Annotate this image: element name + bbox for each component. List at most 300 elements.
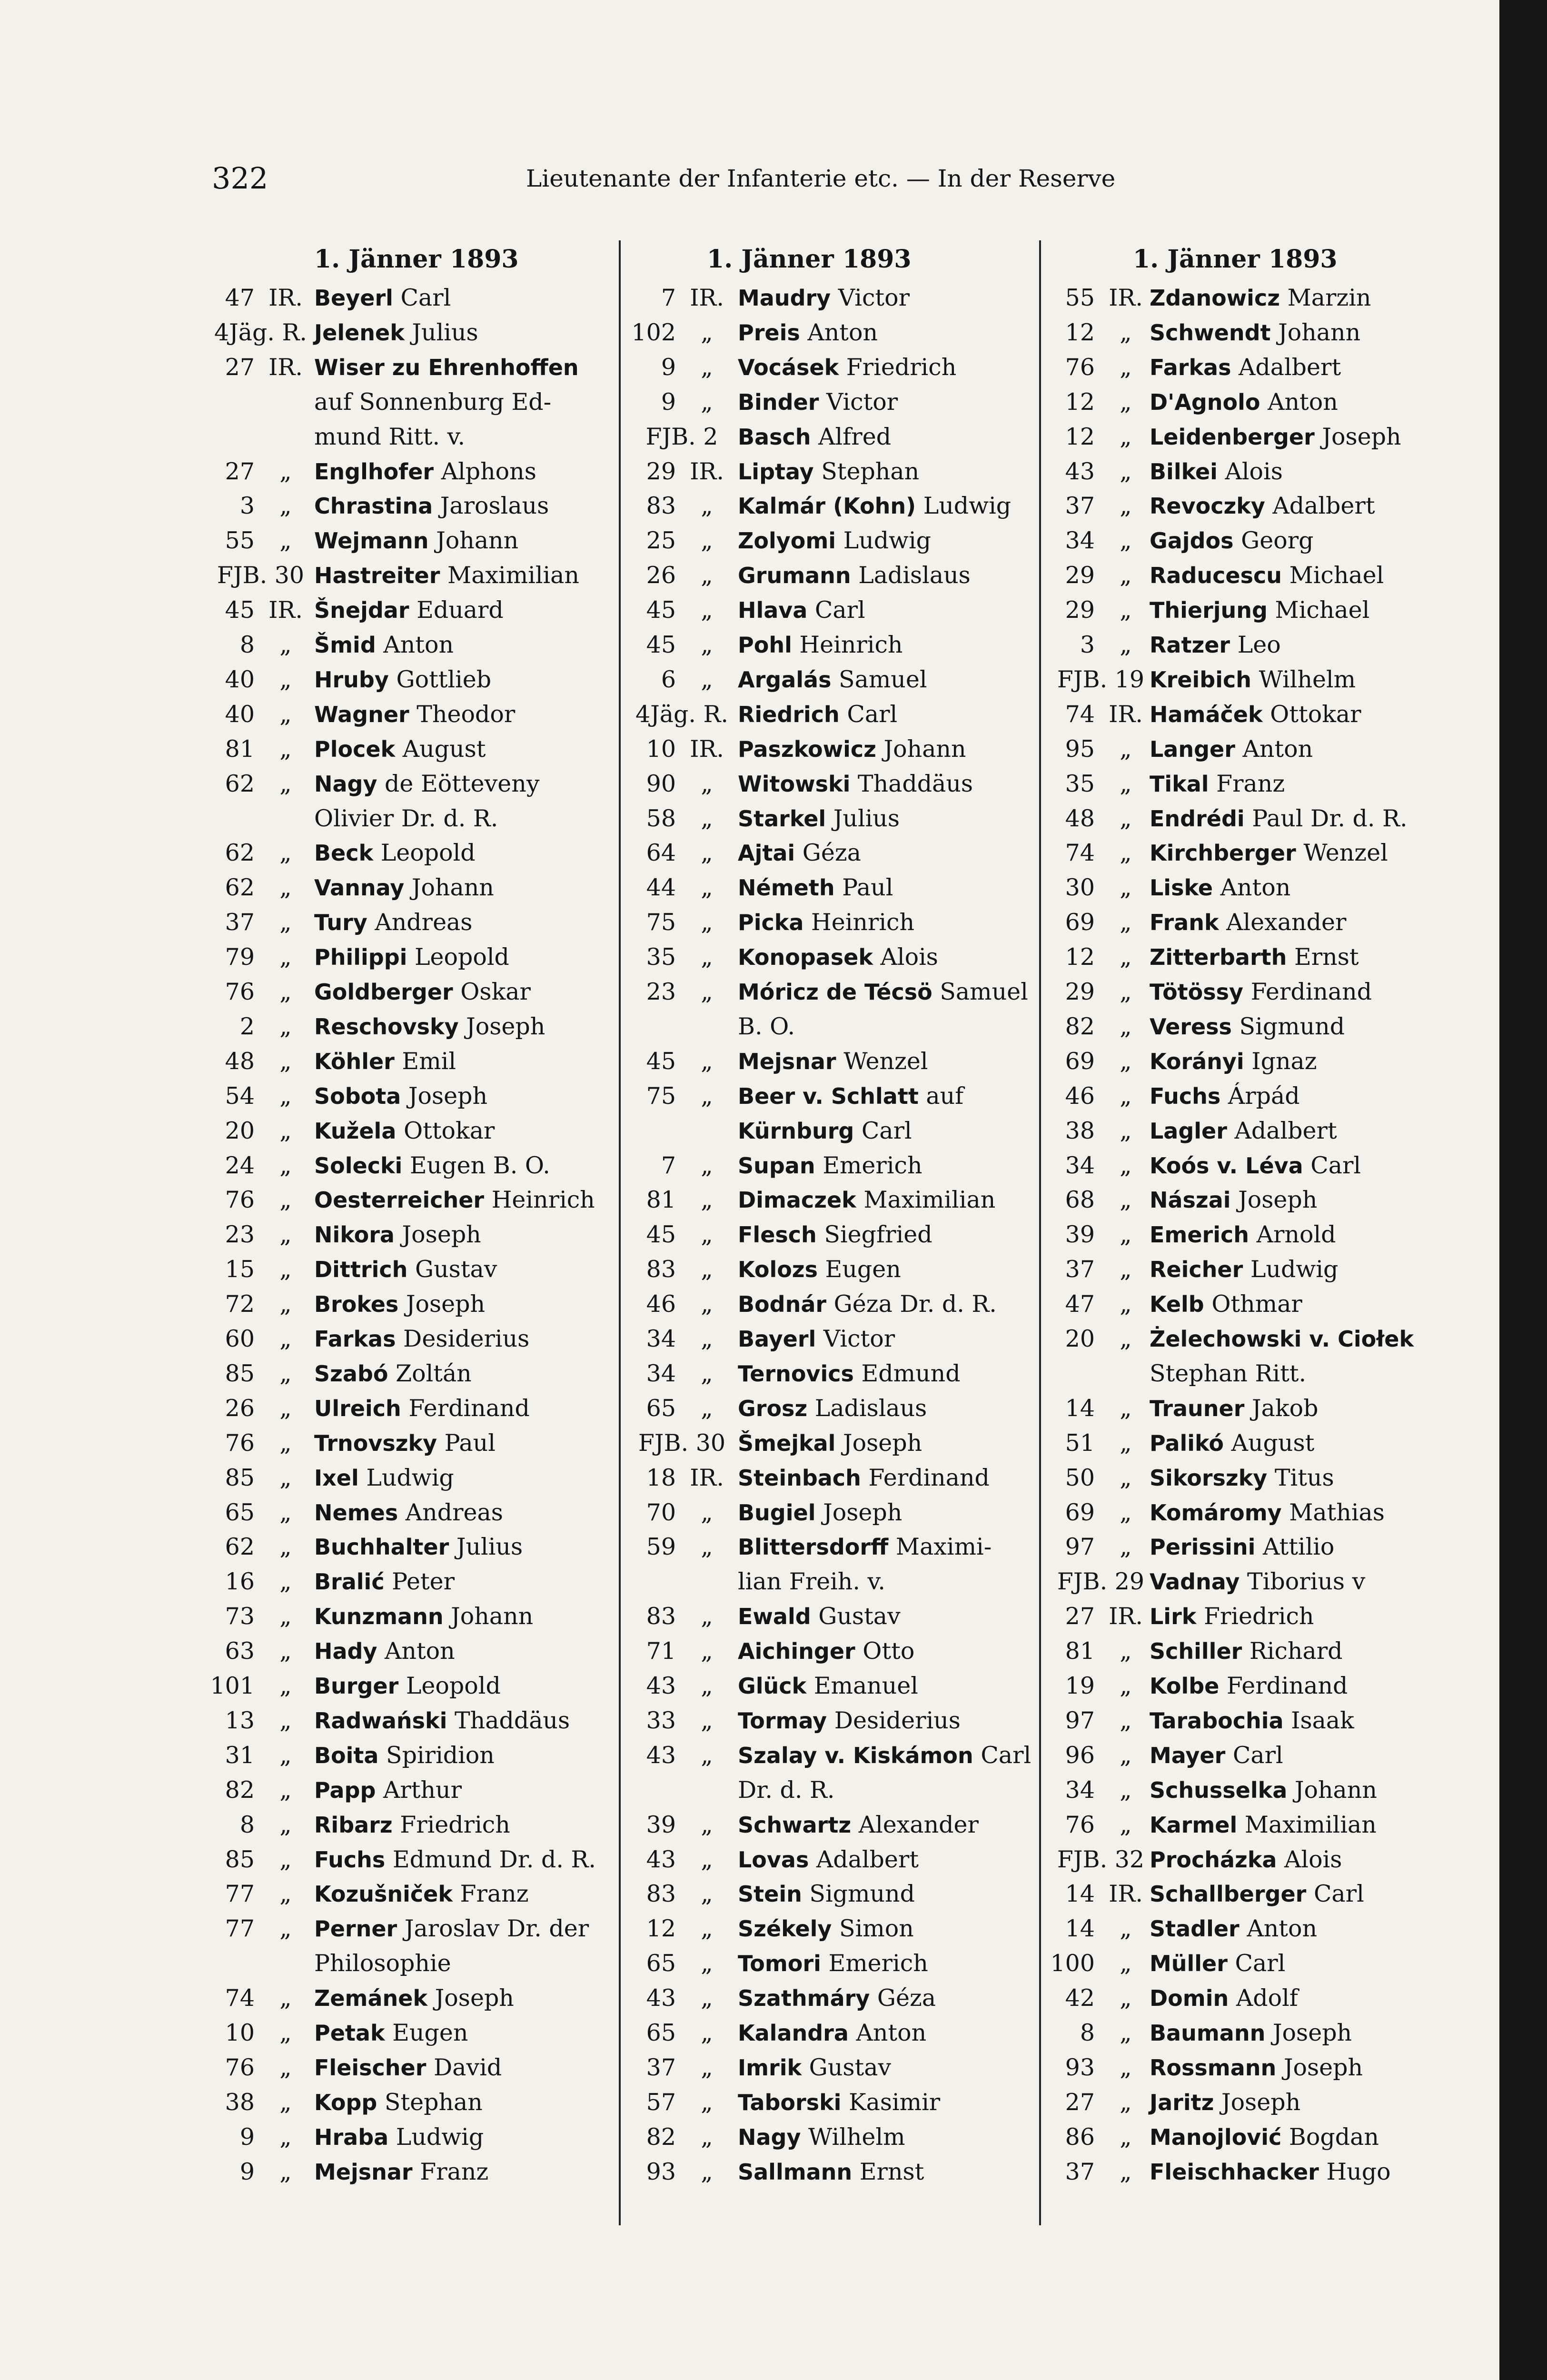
given-names: Peter xyxy=(392,1568,455,1596)
officer-name xyxy=(738,1426,922,1461)
list-item xyxy=(1047,489,1495,524)
given-names: Leopold xyxy=(414,943,509,971)
surname: Schallberger xyxy=(1150,1881,1307,1907)
surname: Leidenberger xyxy=(1150,424,1315,450)
given-names: Ludwig xyxy=(396,2123,484,2151)
list-item xyxy=(628,2051,1038,2085)
list-item xyxy=(628,558,1038,593)
given-names: Philosophie xyxy=(314,1950,451,1977)
list-item xyxy=(628,420,1038,455)
list-item xyxy=(628,2016,1038,2051)
list-item xyxy=(1047,281,1495,316)
surname: Zdanowicz xyxy=(1150,285,1280,311)
officer-name xyxy=(1150,1530,1334,1565)
list-item xyxy=(628,385,1038,420)
unit-type: „ xyxy=(279,1741,292,1769)
unit-type: „ xyxy=(701,665,713,693)
given-names: Spiridion xyxy=(386,1741,495,1769)
surname: Schwartz xyxy=(738,1812,852,1838)
officer-name xyxy=(314,802,498,836)
given-names: Ferdinand xyxy=(1226,1672,1348,1699)
officer-name xyxy=(1150,489,1375,524)
list-item xyxy=(200,940,609,975)
surname: Endrédi xyxy=(1150,805,1245,832)
officer-name xyxy=(1150,1808,1377,1843)
list-item xyxy=(628,802,1038,836)
officer-name xyxy=(314,1252,497,1287)
unit-type: „ xyxy=(701,2123,713,2151)
surname: Lirk xyxy=(1150,1604,1197,1630)
unit-type: IR. xyxy=(690,284,724,311)
surname: Thierjung xyxy=(1150,597,1268,624)
given-names: Paul xyxy=(842,874,893,902)
unit-type: „ xyxy=(701,492,713,520)
given-names: Géza xyxy=(802,839,861,867)
unit-type: „ xyxy=(279,665,292,693)
list-item xyxy=(200,2085,609,2120)
list-item xyxy=(628,1704,1038,1738)
unit-type: „ xyxy=(1120,1498,1132,1526)
regiment-number: 16 xyxy=(225,1568,255,1596)
officer-name xyxy=(738,1738,1031,1773)
unit-type: IR. xyxy=(1109,1603,1143,1630)
unit-type: „ xyxy=(279,1290,292,1318)
given-names: Ferdinand xyxy=(1250,978,1372,1005)
unit-type: „ xyxy=(1120,457,1132,485)
given-names: Julius xyxy=(456,1533,523,1561)
list-item xyxy=(1047,1079,1495,1114)
given-names: Joseph xyxy=(435,1984,514,2012)
given-names: Carl xyxy=(400,284,451,311)
given-names: Anton xyxy=(1268,388,1338,416)
surname: Kužela xyxy=(314,1118,397,1144)
list-item xyxy=(1047,1252,1495,1287)
unit-type: „ xyxy=(701,1984,713,2012)
officer-name xyxy=(1150,281,1371,316)
officer-name xyxy=(738,975,1028,1010)
regiment-number: 76 xyxy=(225,2053,255,2081)
unit-type: „ xyxy=(701,804,713,832)
surname: Lovas xyxy=(738,1846,809,1873)
regiment-number: 34 xyxy=(646,1325,676,1352)
list-item xyxy=(1047,350,1495,385)
given-names: Olivier Dr. d. R. xyxy=(314,804,498,832)
unit-type: FJB. 2 xyxy=(645,423,718,450)
list-item xyxy=(200,767,609,802)
surname: Kunzmann xyxy=(314,1604,444,1630)
surname: Németh xyxy=(738,875,835,901)
regiment-number: 12 xyxy=(1065,423,1095,450)
list-item xyxy=(200,1773,609,1808)
regiment-number: 12 xyxy=(1065,388,1095,416)
officer-name xyxy=(314,905,472,940)
given-names: Wenzel xyxy=(843,1047,928,1075)
regiment-number: 37 xyxy=(225,909,255,936)
regiment-number: 45 xyxy=(646,631,676,658)
surname: Dimaczek xyxy=(738,1187,856,1213)
regiment-number: 39 xyxy=(1065,1221,1095,1249)
unit-type: „ xyxy=(279,2019,292,2046)
regiment-number: 37 xyxy=(1065,2158,1095,2185)
regiment-number: 3 xyxy=(239,492,255,520)
unit-type: „ xyxy=(1120,1082,1132,1110)
regiment-number: 9 xyxy=(239,2158,255,2185)
regiment-number: 76 xyxy=(225,1429,255,1457)
officer-name xyxy=(314,593,504,628)
surname: Kopp xyxy=(314,2089,377,2115)
unit-type: „ xyxy=(1120,492,1132,520)
list-item xyxy=(200,1599,609,1634)
officer-name xyxy=(738,1565,885,1599)
surname: Šmejkal xyxy=(738,1430,836,1456)
unit-type: „ xyxy=(701,1741,713,1769)
list-item xyxy=(200,2016,609,2051)
column-divider xyxy=(619,240,621,2225)
unit-type: „ xyxy=(279,1464,292,1491)
officer-name xyxy=(738,1079,963,1114)
given-names: Dr. d. R. xyxy=(738,1776,835,1804)
surname: Ulreich xyxy=(314,1395,401,1421)
column-heading: 1. Jänner 1893 xyxy=(707,245,912,274)
officer-name xyxy=(314,2155,488,2190)
list-item xyxy=(1047,1912,1495,1946)
list-item xyxy=(200,1565,609,1599)
regiment-number: 64 xyxy=(646,839,676,867)
surname: Konopasek xyxy=(738,944,873,971)
given-names: Ernst xyxy=(1294,943,1359,971)
regiment-number: 20 xyxy=(1065,1325,1095,1352)
regiment-number: 54 xyxy=(225,1082,255,1110)
officer-name xyxy=(738,1773,834,1808)
regiment-number: 35 xyxy=(1065,770,1095,797)
unit-type: „ xyxy=(701,839,713,867)
given-names: Carl xyxy=(981,1741,1031,1769)
given-names: Hugo xyxy=(1326,2158,1391,2185)
unit-type: „ xyxy=(1120,978,1132,1005)
officer-name xyxy=(314,1530,523,1565)
officer-name xyxy=(738,1599,901,1634)
scan-edge xyxy=(1499,0,1547,2380)
list-item xyxy=(628,732,1038,767)
unit-type: „ xyxy=(1120,1637,1132,1665)
list-item xyxy=(1047,593,1495,628)
unit-type: „ xyxy=(279,943,292,971)
surname: Paszkowicz xyxy=(738,736,876,762)
regiment-number: 2 xyxy=(239,1012,255,1040)
list-item xyxy=(1047,1530,1495,1565)
regiment-number: 65 xyxy=(225,1498,255,1526)
list-item xyxy=(200,1669,609,1704)
regiment-number: 45 xyxy=(646,1221,676,1249)
list-item xyxy=(200,2155,609,2190)
officer-name xyxy=(738,1912,914,1946)
given-names: Tiborius v xyxy=(1247,1568,1366,1596)
list-item xyxy=(200,1981,609,2016)
surname: Kalandra xyxy=(738,2020,849,2046)
regiment-number: 79 xyxy=(225,943,255,971)
surname: Pohl xyxy=(738,632,792,658)
list-item xyxy=(628,1496,1038,1530)
unit-type: „ xyxy=(279,1429,292,1457)
unit-type: „ xyxy=(1120,1706,1132,1734)
surname: Starkel xyxy=(738,805,826,832)
unit-type: „ xyxy=(1120,909,1132,936)
surname: Bayerl xyxy=(738,1326,816,1352)
officer-name xyxy=(1150,1426,1314,1461)
given-names: Victor xyxy=(838,284,910,311)
surname: Schiller xyxy=(1150,1638,1242,1665)
officer-name xyxy=(738,1322,895,1357)
given-names: B. O. xyxy=(738,1012,795,1040)
given-names: Franz xyxy=(460,1880,529,1908)
list-item xyxy=(1047,1808,1495,1843)
regiment-number: 46 xyxy=(646,1290,676,1318)
regiment-number: 3 xyxy=(1080,631,1095,658)
given-names: Ludwig xyxy=(843,527,932,555)
surname: Schwendt xyxy=(1150,319,1271,346)
given-names: Wilhelm xyxy=(808,2123,905,2151)
given-names: Maximi- xyxy=(895,1533,992,1561)
unit-type: „ xyxy=(1120,874,1132,902)
list-item xyxy=(628,1010,1038,1044)
regiment-number: 69 xyxy=(1065,1047,1095,1075)
list-item xyxy=(628,871,1038,905)
officer-name xyxy=(738,732,966,767)
officer-name xyxy=(738,2120,905,2155)
surname: Trauner xyxy=(1150,1395,1245,1421)
officer-name xyxy=(314,2051,502,2085)
unit-type: IR. xyxy=(690,735,724,763)
unit-type: „ xyxy=(279,1221,292,1249)
list-item xyxy=(628,1044,1038,1079)
unit-type: „ xyxy=(701,1845,713,1873)
officer-name xyxy=(314,1912,589,1946)
unit-type: „ xyxy=(701,909,713,936)
given-names: Carl xyxy=(861,1117,912,1144)
surname: Basch xyxy=(738,424,811,450)
list-item xyxy=(1047,455,1495,489)
list-item xyxy=(628,1599,1038,1634)
officer-name xyxy=(738,1114,912,1149)
unit-type: „ xyxy=(1120,1047,1132,1075)
given-names: Friedrich xyxy=(846,353,957,381)
list-item xyxy=(200,628,609,663)
list-item xyxy=(628,281,1038,316)
officer-name xyxy=(314,663,491,697)
surname: Zolyomi xyxy=(738,528,836,554)
list-item xyxy=(200,1183,609,1218)
list-item xyxy=(1047,1877,1495,1912)
officer-name xyxy=(1150,1981,1298,2016)
given-names: Johann xyxy=(436,527,519,555)
officer-name xyxy=(738,905,914,940)
officer-name xyxy=(1150,940,1359,975)
surname: Goldberger xyxy=(314,979,453,1005)
list-item xyxy=(1047,1010,1495,1044)
regiment-number: 72 xyxy=(225,1290,255,1318)
unit-type: FJB. 30 xyxy=(638,1429,726,1457)
unit-type: „ xyxy=(279,1186,292,1214)
given-names: Ludwig xyxy=(1250,1256,1339,1283)
given-names: Richard xyxy=(1249,1637,1343,1665)
officer-name xyxy=(1150,1634,1343,1669)
given-names: Andreas xyxy=(405,1498,503,1526)
list-item xyxy=(1047,1773,1495,1808)
officer-name xyxy=(1150,628,1281,663)
officer-name xyxy=(738,2016,926,2051)
unit-type: FJB. 29 xyxy=(1057,1568,1145,1596)
list-item xyxy=(200,1252,609,1287)
unit-type: „ xyxy=(279,874,292,902)
given-names: Desiderius xyxy=(834,1706,961,1734)
regiment-number: 82 xyxy=(1065,1012,1095,1040)
regiment-number: 58 xyxy=(646,804,676,832)
regiment-number: 15 xyxy=(225,1256,255,1283)
unit-type: „ xyxy=(279,1672,292,1699)
regiment-number: 43 xyxy=(646,1845,676,1873)
unit-type: „ xyxy=(279,909,292,936)
surname: Żelechowski v. Ciołek xyxy=(1150,1326,1414,1352)
regiment-number: 97 xyxy=(1065,1533,1095,1561)
regiment-number: 76 xyxy=(1065,1811,1095,1838)
unit-type: „ xyxy=(1120,1950,1132,1977)
list-item xyxy=(200,663,609,697)
list-item xyxy=(628,1461,1038,1496)
given-names: Emerich xyxy=(828,1950,928,1977)
given-names: Johann xyxy=(883,735,966,763)
regiment-number: 40 xyxy=(225,665,255,693)
surname: Zemánek xyxy=(314,1985,428,2012)
regiment-number: 60 xyxy=(225,1325,255,1352)
officer-name xyxy=(1150,1044,1317,1079)
officer-name xyxy=(314,1704,570,1738)
officer-name xyxy=(314,1599,533,1634)
unit-type: „ xyxy=(701,562,713,589)
given-names: Zoltán xyxy=(396,1359,472,1387)
unit-type: „ xyxy=(1120,2053,1132,2081)
given-names: Gottlieb xyxy=(396,665,492,693)
list-item xyxy=(200,2120,609,2155)
surname: Farkas xyxy=(314,1326,396,1352)
surname: Riedrich xyxy=(738,701,840,727)
given-names: Othmar xyxy=(1211,1290,1302,1318)
surname: Székely xyxy=(738,1916,832,1942)
officer-name xyxy=(738,524,931,558)
given-names: Maximilian xyxy=(863,1186,996,1214)
officer-name xyxy=(314,1149,550,1183)
given-names: Paul xyxy=(444,1429,496,1457)
unit-type: „ xyxy=(279,770,292,797)
column-heading: 1. Jänner 1893 xyxy=(314,245,519,274)
officer-name xyxy=(738,593,865,628)
officer-name xyxy=(738,1877,915,1912)
officer-name xyxy=(314,871,494,905)
surname: Wagner xyxy=(314,701,409,727)
list-item xyxy=(200,1912,609,1946)
unit-type: „ xyxy=(279,1637,292,1665)
regiment-number: 83 xyxy=(646,1603,676,1630)
officer-name xyxy=(314,1357,472,1391)
list-item xyxy=(1047,2085,1495,2120)
list-item xyxy=(200,281,609,316)
surname: Kolozs xyxy=(738,1257,818,1283)
list-item xyxy=(200,385,609,420)
list-item xyxy=(1047,836,1495,871)
surname: Nagy xyxy=(738,2124,801,2150)
given-names: Gustav xyxy=(809,2053,892,2081)
given-names: Carl xyxy=(1310,1151,1361,1179)
surname: Tarabochia xyxy=(1150,1707,1284,1734)
surname: Bodnár xyxy=(738,1291,827,1318)
unit-type: „ xyxy=(279,2088,292,2116)
list-item xyxy=(200,1079,609,1114)
list-item xyxy=(200,1530,609,1565)
officer-name xyxy=(314,1218,481,1252)
list-item xyxy=(200,558,609,593)
unit-type: „ xyxy=(1120,1151,1132,1179)
officer-name xyxy=(738,1149,922,1183)
officer-name xyxy=(1150,1704,1354,1738)
unit-type: FJB. 30 xyxy=(217,562,305,589)
officer-name xyxy=(1150,767,1285,802)
officer-name xyxy=(314,940,509,975)
unit-type: „ xyxy=(1120,1984,1132,2012)
unit-type: „ xyxy=(1120,1429,1132,1457)
officer-name xyxy=(1150,1773,1377,1808)
officer-name xyxy=(314,2085,483,2120)
given-names: Joseph xyxy=(1221,2088,1301,2116)
unit-type: „ xyxy=(1120,631,1132,658)
officer-name xyxy=(738,1010,795,1044)
officer-name xyxy=(1150,1946,1285,1981)
given-names: Carl xyxy=(1313,1880,1364,1908)
unit-type: „ xyxy=(279,1776,292,1804)
officer-name xyxy=(314,1010,545,1044)
given-names: Emerich xyxy=(823,1151,922,1179)
regiment-number: 10 xyxy=(646,735,676,763)
regiment-number: 37 xyxy=(646,2053,676,2081)
list-item xyxy=(628,1773,1038,1808)
given-names: Maximilian xyxy=(447,562,579,589)
given-names: Ludwig xyxy=(366,1464,454,1491)
surname: Radwański xyxy=(314,1707,447,1734)
given-names: Anton xyxy=(856,2019,927,2046)
given-names: Alexander xyxy=(858,1811,979,1838)
list-item xyxy=(200,1426,609,1461)
list-item xyxy=(628,1669,1038,1704)
list-item xyxy=(1047,975,1495,1010)
unit-type: „ xyxy=(701,1603,713,1630)
regiment-number: 100 xyxy=(1050,1950,1095,1977)
regiment-number: 74 xyxy=(225,1984,255,2012)
given-names: Ludwig xyxy=(923,492,1012,520)
regiment-number: 75 xyxy=(646,909,676,936)
regiment-number: 57 xyxy=(646,2088,676,2116)
officer-name xyxy=(1150,1461,1334,1496)
unit-type: FJB. 19 xyxy=(1057,665,1145,693)
given-names: mund Ritt. v. xyxy=(314,423,466,450)
unit-type: „ xyxy=(1120,2019,1132,2046)
given-names: Victor xyxy=(823,1325,895,1352)
regiment-number: 85 xyxy=(225,1359,255,1387)
regiment-number: 76 xyxy=(225,978,255,1005)
surname: Müller xyxy=(1150,1951,1228,1977)
unit-type: „ xyxy=(1120,2158,1132,2185)
surname: Palikó xyxy=(1150,1430,1224,1456)
regiment-number: 27 xyxy=(1065,1603,1095,1630)
unit-type: „ xyxy=(1120,1186,1132,1214)
unit-type: IR. xyxy=(1109,1880,1143,1908)
